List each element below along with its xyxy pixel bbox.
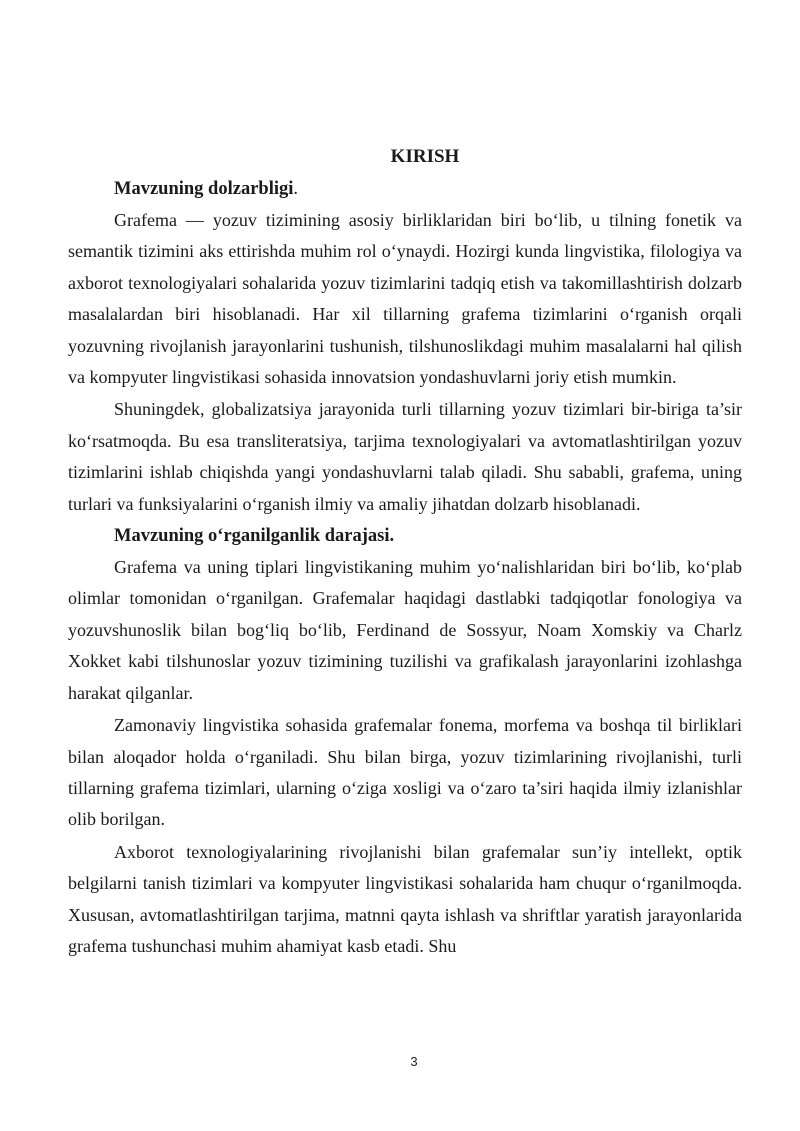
- paragraph: Grafema va uning tiplari lingvistikaning muhim yo‘nalishlaridan biri bo‘lib, ko‘plab olimlar tomonidan o‘rganilgan. Grafemalar haqidagi dastlabki tadqiqotlar fonologiya va yozuvshunoslik bilan bog‘liq bo‘lib, Ferdinand de Sossyur, Noam Xomskiy va Charlz Xokket kabi tilshunoslar yozuv tizimining tuzilishi va grafikalash jarayonlarini izohlashga harakat qilganlar.: [68, 557, 742, 703]
- page-title: KIRISH: [390, 146, 460, 167]
- page-number: 3: [410, 1054, 418, 1069]
- paragraph: Axborot texnologiyalarining rivojlanishi bilan grafemalar sun’iy intellekt, optik belgilarni tanish tizimlari va kompyuter lingvistikasi sohalarida ham chuqur o‘rganilmoqda. Xususan, avtomatlashtirilgan tarjima, matnni qayta ishlash va shriftlar yaratish jarayonlarida grafema tushunchasi muhim ahamiyat kasb etadi. Shu: [68, 841, 742, 956]
- section-heading-text: Mavzuning dolzarbligi: [114, 179, 294, 199]
- section-heading-text: Mavzuning o‘rganilganlik darajasi.: [114, 526, 395, 547]
- section-heading-tail: .: [293, 179, 298, 199]
- paragraph: Zamonaviy lingvistika sohasida grafemalar fonema, morfema va boshqa til birliklari bilan aloqador holda o‘rganiladi. Shu bilan birga, yozuv tizimlarining rivojlanishi, turli tillarning grafema tizimlari, ularning o‘ziga xosligi va o‘zaro ta’siri haqida ilmiy izlanishlar olib borilgan.: [68, 715, 742, 830]
- section-heading: [68, 174, 742, 205]
- paragraph: Grafema — yozuv tizimining asosiy birliklaridan biri bo‘lib, u tilning fonetik va semantik tizimini aks ettirishda muhim rol o‘ynaydi. Hozirgi kunda lingvistika, filologiya va axborot texnologiyalari sohalarida yozuv tizimlarini tadqiq etish va takomillashtirish dolzarb masalalardan biri hisoblanadi. Har xil tillarning grafema tizimlarini o‘rganish orqali yozuvning rivojlanish jarayonlarini tushunish, tilshunoslikdagi muhim masalalarni hal qilish va kompyuter lingvistikasi sohasida innovatsion yondashuvlarni joriy etish mumkin.: [68, 210, 742, 388]
- paragraph: Shuningdek, globalizatsiya jarayonida turli tillarning yozuv tizimlari bir-biriga ta’sir ko‘rsatmoqda. Bu esa transliteratsiya, tarjima texnologiyalari va avtomatlashtirilgan yozuv tizimlarini ishlab chiqishda yangi yondashuvlarni talab qiladi. Shu sababli, grafema, uning turlari va funksiyalarini o‘rganish ilmiy va amaliy jihatdan dolzarb hisoblanadi.: [68, 399, 742, 514]
- section-study-degree: [68, 521, 742, 962]
- section-heading: [68, 521, 742, 552]
- section-relevance: [68, 174, 742, 520]
- page-content: [68, 141, 742, 962]
